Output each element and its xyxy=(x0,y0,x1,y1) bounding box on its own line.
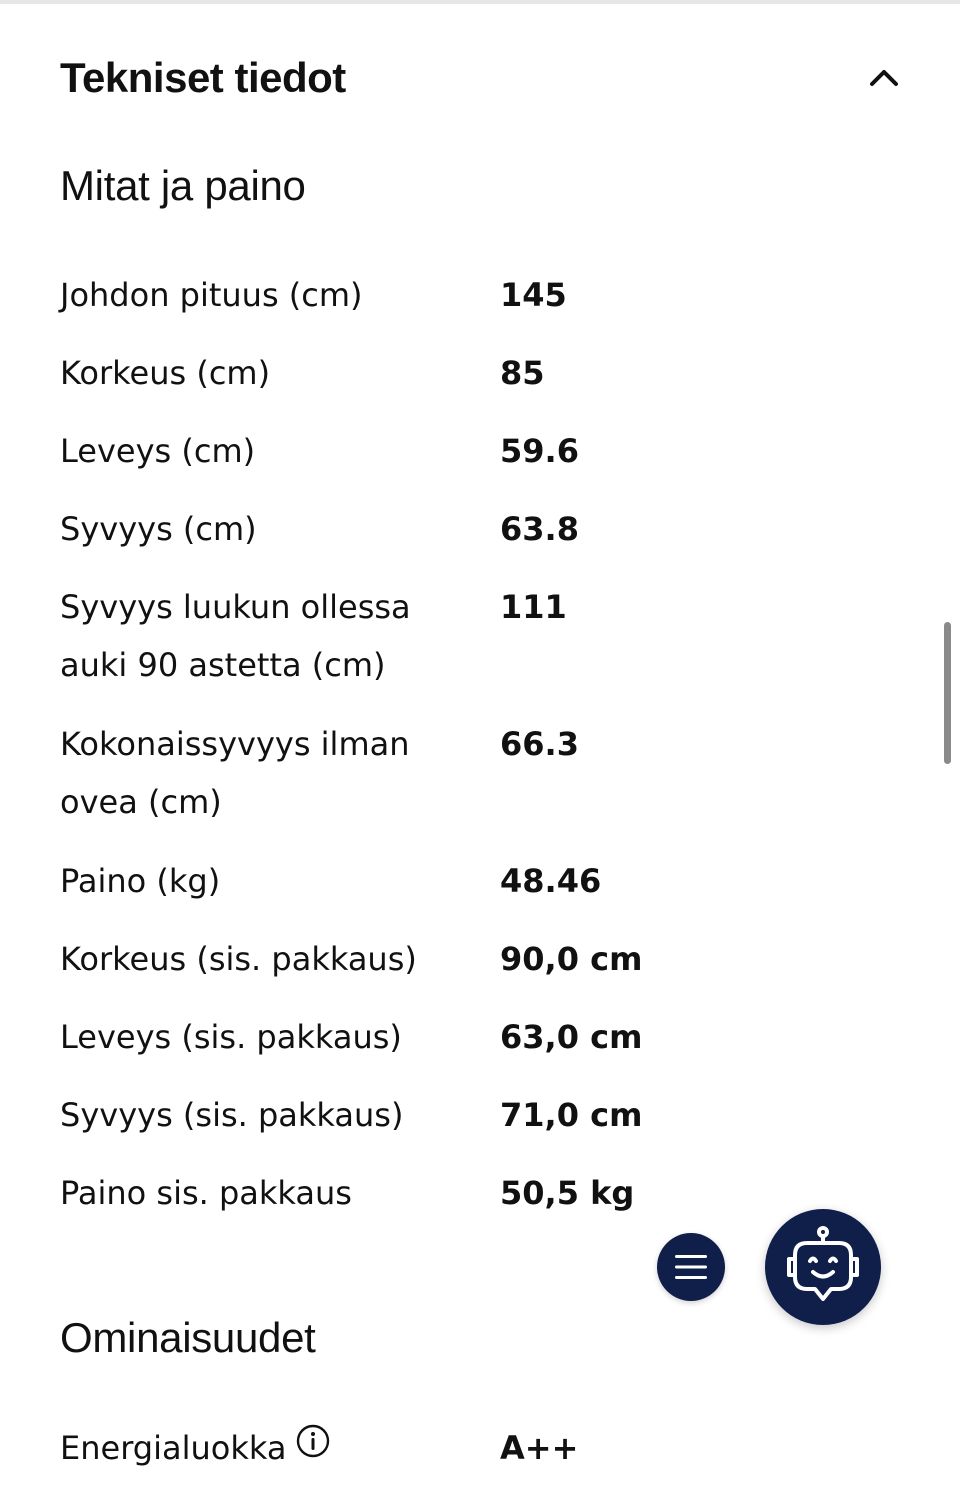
spec-label: Syvyys luukun ollessa auki 90 astetta (cm) xyxy=(60,588,411,684)
spec-label: Korkeus (cm) xyxy=(60,354,271,392)
spec-value: 50,5 kg xyxy=(500,1174,635,1212)
features-spec-list xyxy=(60,1419,860,1477)
spec-value: 66.3 xyxy=(500,725,579,763)
spec-value: 111 xyxy=(500,588,567,626)
spec-row xyxy=(60,930,860,1008)
spec-label-with-info xyxy=(60,1419,440,1477)
chatbot-robot-icon xyxy=(777,1221,869,1313)
spec-value: 63.8 xyxy=(500,510,579,548)
menu-button[interactable] xyxy=(657,1233,725,1301)
chat-assistant-button[interactable] xyxy=(765,1209,881,1325)
spec-row xyxy=(60,1086,860,1164)
top-divider xyxy=(0,0,960,4)
dimensions-heading: Mitat ja paino xyxy=(60,162,306,209)
spec-row xyxy=(60,1008,860,1086)
dimensions-spec-list xyxy=(60,266,860,1242)
spec-value: 63,0 cm xyxy=(500,1018,643,1056)
spec-row xyxy=(60,852,860,930)
spec-row xyxy=(60,344,860,422)
spec-row xyxy=(60,578,860,715)
spec-label: Korkeus (sis. pakkaus) xyxy=(60,940,417,978)
spec-value: 85 xyxy=(500,354,545,392)
spec-label: Paino (kg) xyxy=(60,862,221,900)
spec-row xyxy=(60,422,860,500)
spec-row xyxy=(60,266,860,344)
scrollbar-thumb[interactable] xyxy=(944,622,951,764)
chevron-up-icon xyxy=(868,68,900,88)
spec-label: Paino sis. pakkaus xyxy=(60,1174,352,1212)
spec-value: 48.46 xyxy=(500,862,602,900)
spec-label: Syvyys (cm) xyxy=(60,510,257,548)
spec-label: Kokonaissyvyys ilman ovea (cm) xyxy=(60,725,410,821)
collapse-button[interactable] xyxy=(858,52,910,104)
spec-value: A++ xyxy=(500,1429,579,1467)
spec-value: 59.6 xyxy=(500,432,579,470)
section-title: Tekniset tiedot xyxy=(60,54,346,101)
spec-label: Syvyys (sis. pakkaus) xyxy=(60,1096,404,1134)
spec-label: Leveys (cm) xyxy=(60,432,256,470)
spec-label: Energialuokka xyxy=(60,1429,287,1467)
spec-value: 145 xyxy=(500,276,567,314)
spec-value: 90,0 cm xyxy=(500,940,643,978)
info-icon[interactable] xyxy=(296,1418,330,1476)
spec-value: 71,0 cm xyxy=(500,1096,643,1134)
features-heading: Ominaisuudet xyxy=(60,1314,316,1361)
spec-row xyxy=(60,500,860,578)
spec-row xyxy=(60,1164,860,1242)
tech-specs-header[interactable] xyxy=(60,50,910,110)
spec-row xyxy=(60,715,860,852)
spec-row xyxy=(60,1419,860,1477)
hamburger-menu-icon xyxy=(673,1252,709,1282)
spec-label: Leveys (sis. pakkaus) xyxy=(60,1018,402,1056)
spec-label: Johdon pituus (cm) xyxy=(60,276,363,314)
